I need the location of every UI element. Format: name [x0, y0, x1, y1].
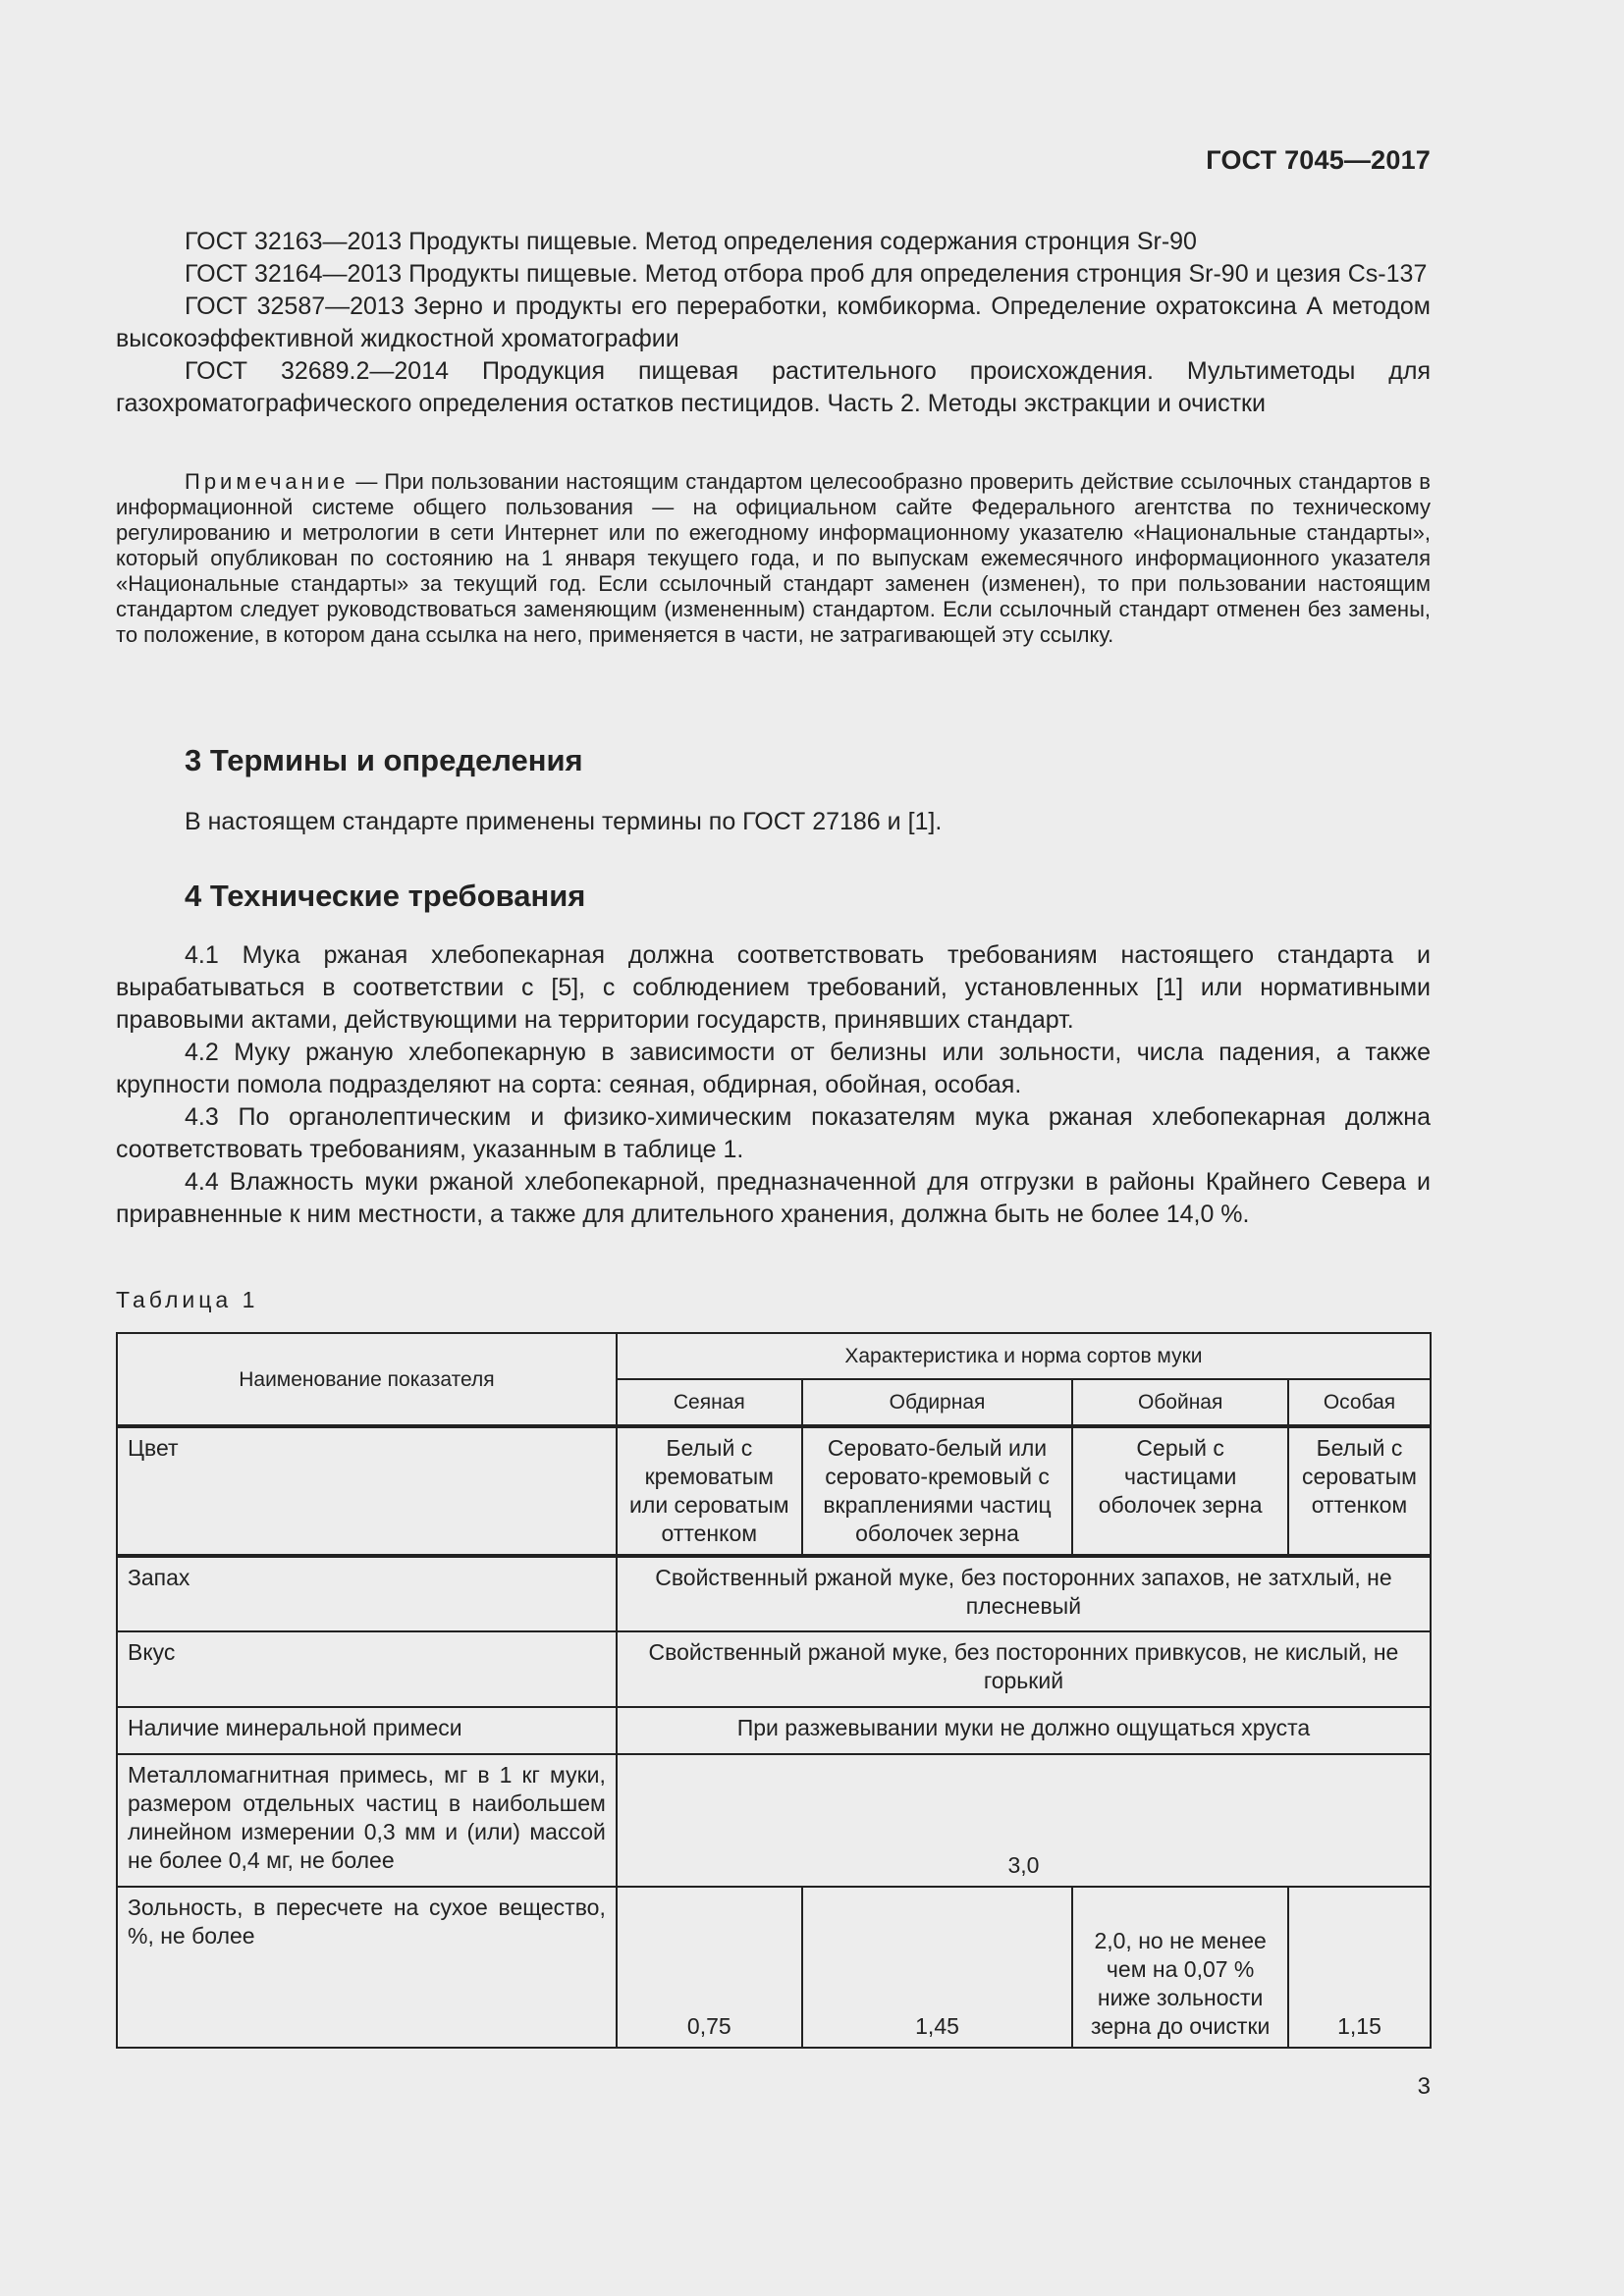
paragraph-4-1: 4.1 Мука ржаная хлебопекарная должна соответствовать требованиям настоящего стандарта и вырабатываться в соответствии с [5], с соблюдением требований, установленных [1] или нормативными правовыми актами, действующими на территории государств, принявших стандарт.: [116, 941, 1431, 1034]
section-4-title: 4 Технические требования: [185, 879, 586, 913]
note-label: Примечание: [185, 469, 350, 494]
table-header-row: [117, 1333, 1431, 1379]
cell-value: Белый с кремоватым или сероватым оттенком: [617, 1426, 802, 1556]
paragraph-4-2: 4.2 Муку ржаную хлебопекарную в зависимости от белизны или зольности, числа падения, а также крупности помола подразделяют на сорта: сеяная, обдирная, обойная, особая.: [116, 1039, 1431, 1098]
cell-value: Серый с частицами оболочек зерна: [1072, 1426, 1288, 1556]
page-number: 3: [1417, 2073, 1431, 2100]
header-grade: Обойная: [1072, 1379, 1288, 1426]
section-3-text: В настоящем стандарте применены термины по ГОСТ 27186 и [1].: [185, 808, 943, 835]
reference-item: ГОСТ 32163—2013 Продукты пищевые. Метод определения содержания стронция Sr-90: [185, 228, 1197, 255]
row-name: Вкус: [117, 1631, 617, 1707]
section-3-text-block: [116, 806, 1431, 838]
reference-item: ГОСТ 32587—2013 Зерно и продукты его переработки, комбикорма. Определение охратоксина А методом высокоэффективной жидкостной хроматографии: [116, 293, 1431, 352]
cell-value: 2,0, но не менее чем на 0,07 % ниже зольности зерна до очистки: [1072, 1887, 1288, 2048]
paragraph-4-3: 4.3 По органолептическим и физико-химическим показателям мука ржаная хлебопекарная должна соответствовать требованиям, указанным в таблице 1.: [116, 1103, 1431, 1163]
cell-value: Свойственный ржаной муке, без посторонних привкусов, не кислый, не горький: [617, 1631, 1431, 1707]
reference-item: ГОСТ 32164—2013 Продукты пищевые. Метод отбора проб для определения стронция Sr-90 и цезия Cs-137: [185, 260, 1428, 288]
note-text: — При пользовании настоящим стандартом целесообразно проверить действие ссылочных стандартов в информационной системе общего пользования — на официальном сайте Федерального агентства по техническому регулированию и метрологии в сети Интернет или по ежегодному информационному указателю «Национальные стандарты», который опубликован по состоянию на 1 января текущего года, и по выпускам ежемесячного информационного указателя «Национальные стандарты» за текущий год. Если ссылочный стандарт заменен (изменен), то при пользовании настоящим стандартом следует руководствоваться заменяющим (измененным) стандартом. Если ссылочный стандарт отменен без замены, то положение, в котором дана ссылка на него, применяется в части, не затрагивающей эту ссылку.: [116, 469, 1431, 647]
row-name: Наличие минеральной примеси: [117, 1707, 617, 1754]
cell-value: Свойственный ржаной муке, без посторонних запахов, не затхлый, не плесневый: [617, 1556, 1431, 1631]
requirements-table: [116, 1332, 1432, 2049]
table-row: [117, 1556, 1431, 1631]
note-block: [116, 469, 1431, 648]
row-name: Запах: [117, 1556, 617, 1631]
row-name: Металломагнитная примесь, мг в 1 кг муки, размером отдельных частиц в наибольшем линейном измерении 0,3 мм и (или) массой не более 0,4 мг, не более: [117, 1754, 617, 1887]
header-grade: Особая: [1288, 1379, 1431, 1426]
header-indicator: Наименование показателя: [117, 1333, 617, 1426]
header-grade-group: Характеристика и норма сортов муки: [617, 1333, 1431, 1379]
cell-value: Серовато-белый или серовато-кремовый с вкраплениями частиц оболочек зерна: [802, 1426, 1073, 1556]
table-row: [117, 1426, 1431, 1556]
paragraph-4-4: 4.4 Влажность муки ржаной хлебопекарной, предназначенной для отгрузки в районы Крайнего Севера и приравненные к ним местности, а также для длительного хранения, должна быть не более 14,0 %.: [116, 1168, 1431, 1228]
table-row: [117, 1887, 1431, 2048]
cell-value: Белый с сероватым оттенком: [1288, 1426, 1431, 1556]
header-grade: Обдирная: [802, 1379, 1073, 1426]
table-caption: Таблица 1: [116, 1287, 259, 1312]
references-list: [116, 226, 1431, 420]
row-name: Цвет: [117, 1426, 617, 1556]
row-name: Зольность, в пересчете на сухое вещество, %, не более: [117, 1887, 617, 2048]
document-id: ГОСТ 7045—2017: [1206, 145, 1431, 175]
table-row: [117, 1754, 1431, 1887]
cell-value: 0,75: [617, 1887, 802, 2048]
reference-item: ГОСТ 32689.2—2014 Продукция пищевая растительного происхождения. Мультиметоды для газохроматографического определения остатков пестицидов. Часть 2. Методы экстракции и очистки: [116, 357, 1431, 417]
header-grade: Сеяная: [617, 1379, 802, 1426]
section-4-paragraphs: [116, 939, 1431, 1231]
cell-value: При разжевывании муки не должно ощущаться хруста: [617, 1707, 1431, 1754]
section-3-title: 3 Термины и определения: [185, 743, 583, 777]
cell-value: 1,45: [802, 1887, 1073, 2048]
cell-value: 1,15: [1288, 1887, 1431, 2048]
table-row: [117, 1707, 1431, 1754]
table-row: [117, 1631, 1431, 1707]
cell-value: 3,0: [617, 1754, 1431, 1887]
